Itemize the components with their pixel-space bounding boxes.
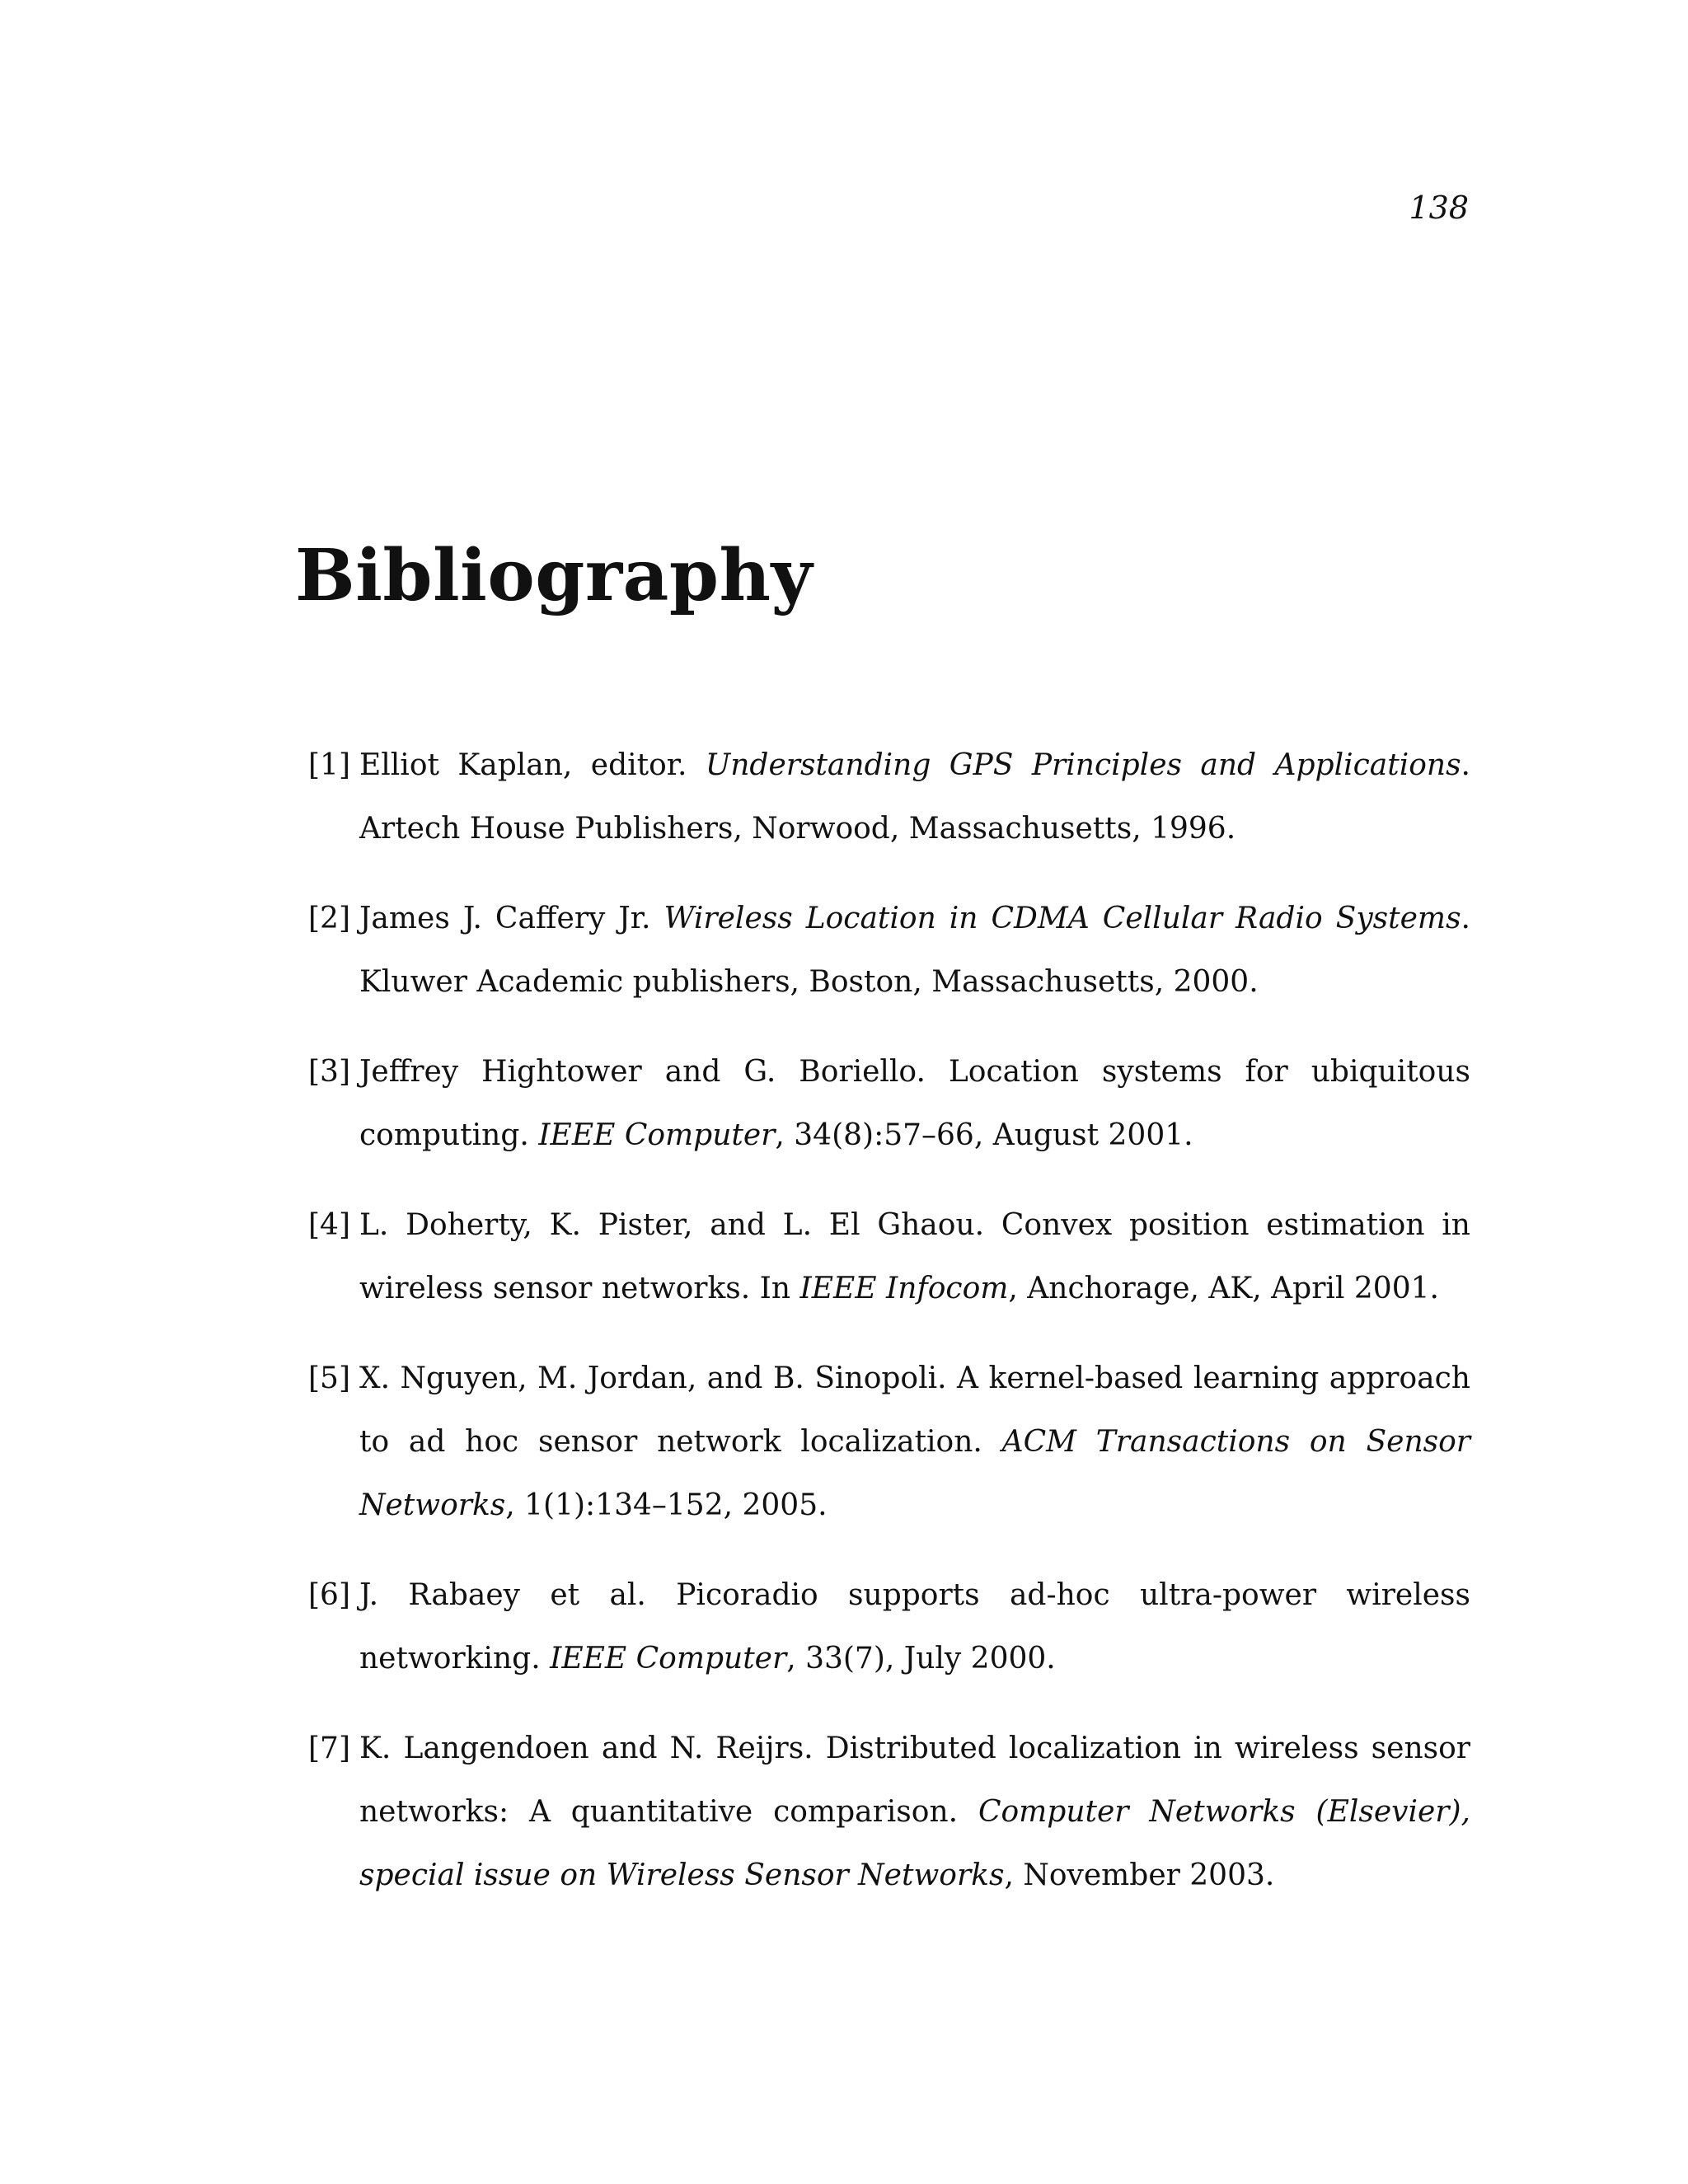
entry-authors: J. Rabaey et al. Picoradio supports ad-hoc ultra-power wireless networking.	[359, 1578, 1470, 1675]
entry-venue: IEEE Computer	[538, 1118, 776, 1152]
entry-venue: ACM Transactions on Sensor Networks	[359, 1425, 1470, 1522]
entry-label: [7]	[308, 1732, 350, 1765]
bibliography-entry	[308, 887, 1470, 1014]
entry-text	[359, 1563, 1470, 1690]
entry-title: Understanding GPS Principles and Applications	[705, 748, 1461, 782]
entry-text	[359, 887, 1470, 1014]
bibliography-entry	[308, 1193, 1470, 1320]
entry-publication: , 34(8):57–66, August 2001.	[775, 1118, 1193, 1152]
entry-authors: L. Doherty, K. Pister, and L. El Ghaou. Convex position estimation in wireless sensor networks. In	[359, 1208, 1470, 1305]
entry-venue: Computer Networks (Elsevier), special issue on Wireless Sensor Networks	[359, 1795, 1470, 1892]
entry-label: [4]	[308, 1208, 350, 1242]
entry-publication: . Kluwer Academic publishers, Boston, Massachusetts, 2000.	[359, 902, 1470, 999]
entry-publication: , 1(1):134–152, 2005.	[505, 1488, 828, 1522]
entry-publication: . Artech House Publishers, Norwood, Massachusetts, 1996.	[359, 748, 1470, 846]
entry-text	[359, 1347, 1470, 1537]
entry-authors: James J. Caffery Jr.	[359, 902, 664, 935]
entry-publication: , Anchorage, AK, April 2001.	[1008, 1272, 1439, 1305]
entry-publication: , 33(7), July 2000.	[786, 1642, 1056, 1675]
entry-label: [6]	[308, 1578, 350, 1612]
page-title: Bibliography	[295, 534, 813, 617]
entry-title: Wireless Location in CDMA Cellular Radio Systems	[663, 902, 1461, 935]
bibliography-entry	[308, 1563, 1470, 1690]
entry-authors: K. Langendoen and N. Reijrs. Distributed localization in wireless sensor networks: A quantitative comparison.	[359, 1732, 1470, 1829]
entry-venue: IEEE Infocom	[799, 1272, 1009, 1305]
entry-text	[359, 733, 1470, 860]
entry-authors: Elliot Kaplan, editor.	[359, 748, 706, 782]
entry-text	[359, 1040, 1470, 1167]
bibliography-entry	[308, 733, 1470, 860]
entry-label: [5]	[308, 1361, 350, 1395]
entry-authors: Jeffrey Hightower and G. Boriello. Location systems for ubiquitous computing.	[359, 1055, 1470, 1152]
entry-venue: IEEE Computer	[550, 1642, 787, 1675]
entry-label: [1]	[308, 748, 350, 782]
entry-publication: , November 2003.	[1004, 1858, 1275, 1892]
entry-text	[359, 1717, 1470, 1907]
bibliography-entry	[308, 1347, 1470, 1537]
entry-authors: X. Nguyen, M. Jordan, and B. Sinopoli. A kernel-based learning approach to ad hoc sensor network localization.	[359, 1361, 1470, 1459]
bibliography-list	[308, 733, 1470, 1933]
page-number: 138	[1409, 190, 1469, 226]
entry-text	[359, 1193, 1470, 1320]
entry-label: [3]	[308, 1055, 350, 1089]
bibliography-entry	[308, 1717, 1470, 1907]
entry-label: [2]	[308, 902, 350, 935]
bibliography-entry	[308, 1040, 1470, 1167]
